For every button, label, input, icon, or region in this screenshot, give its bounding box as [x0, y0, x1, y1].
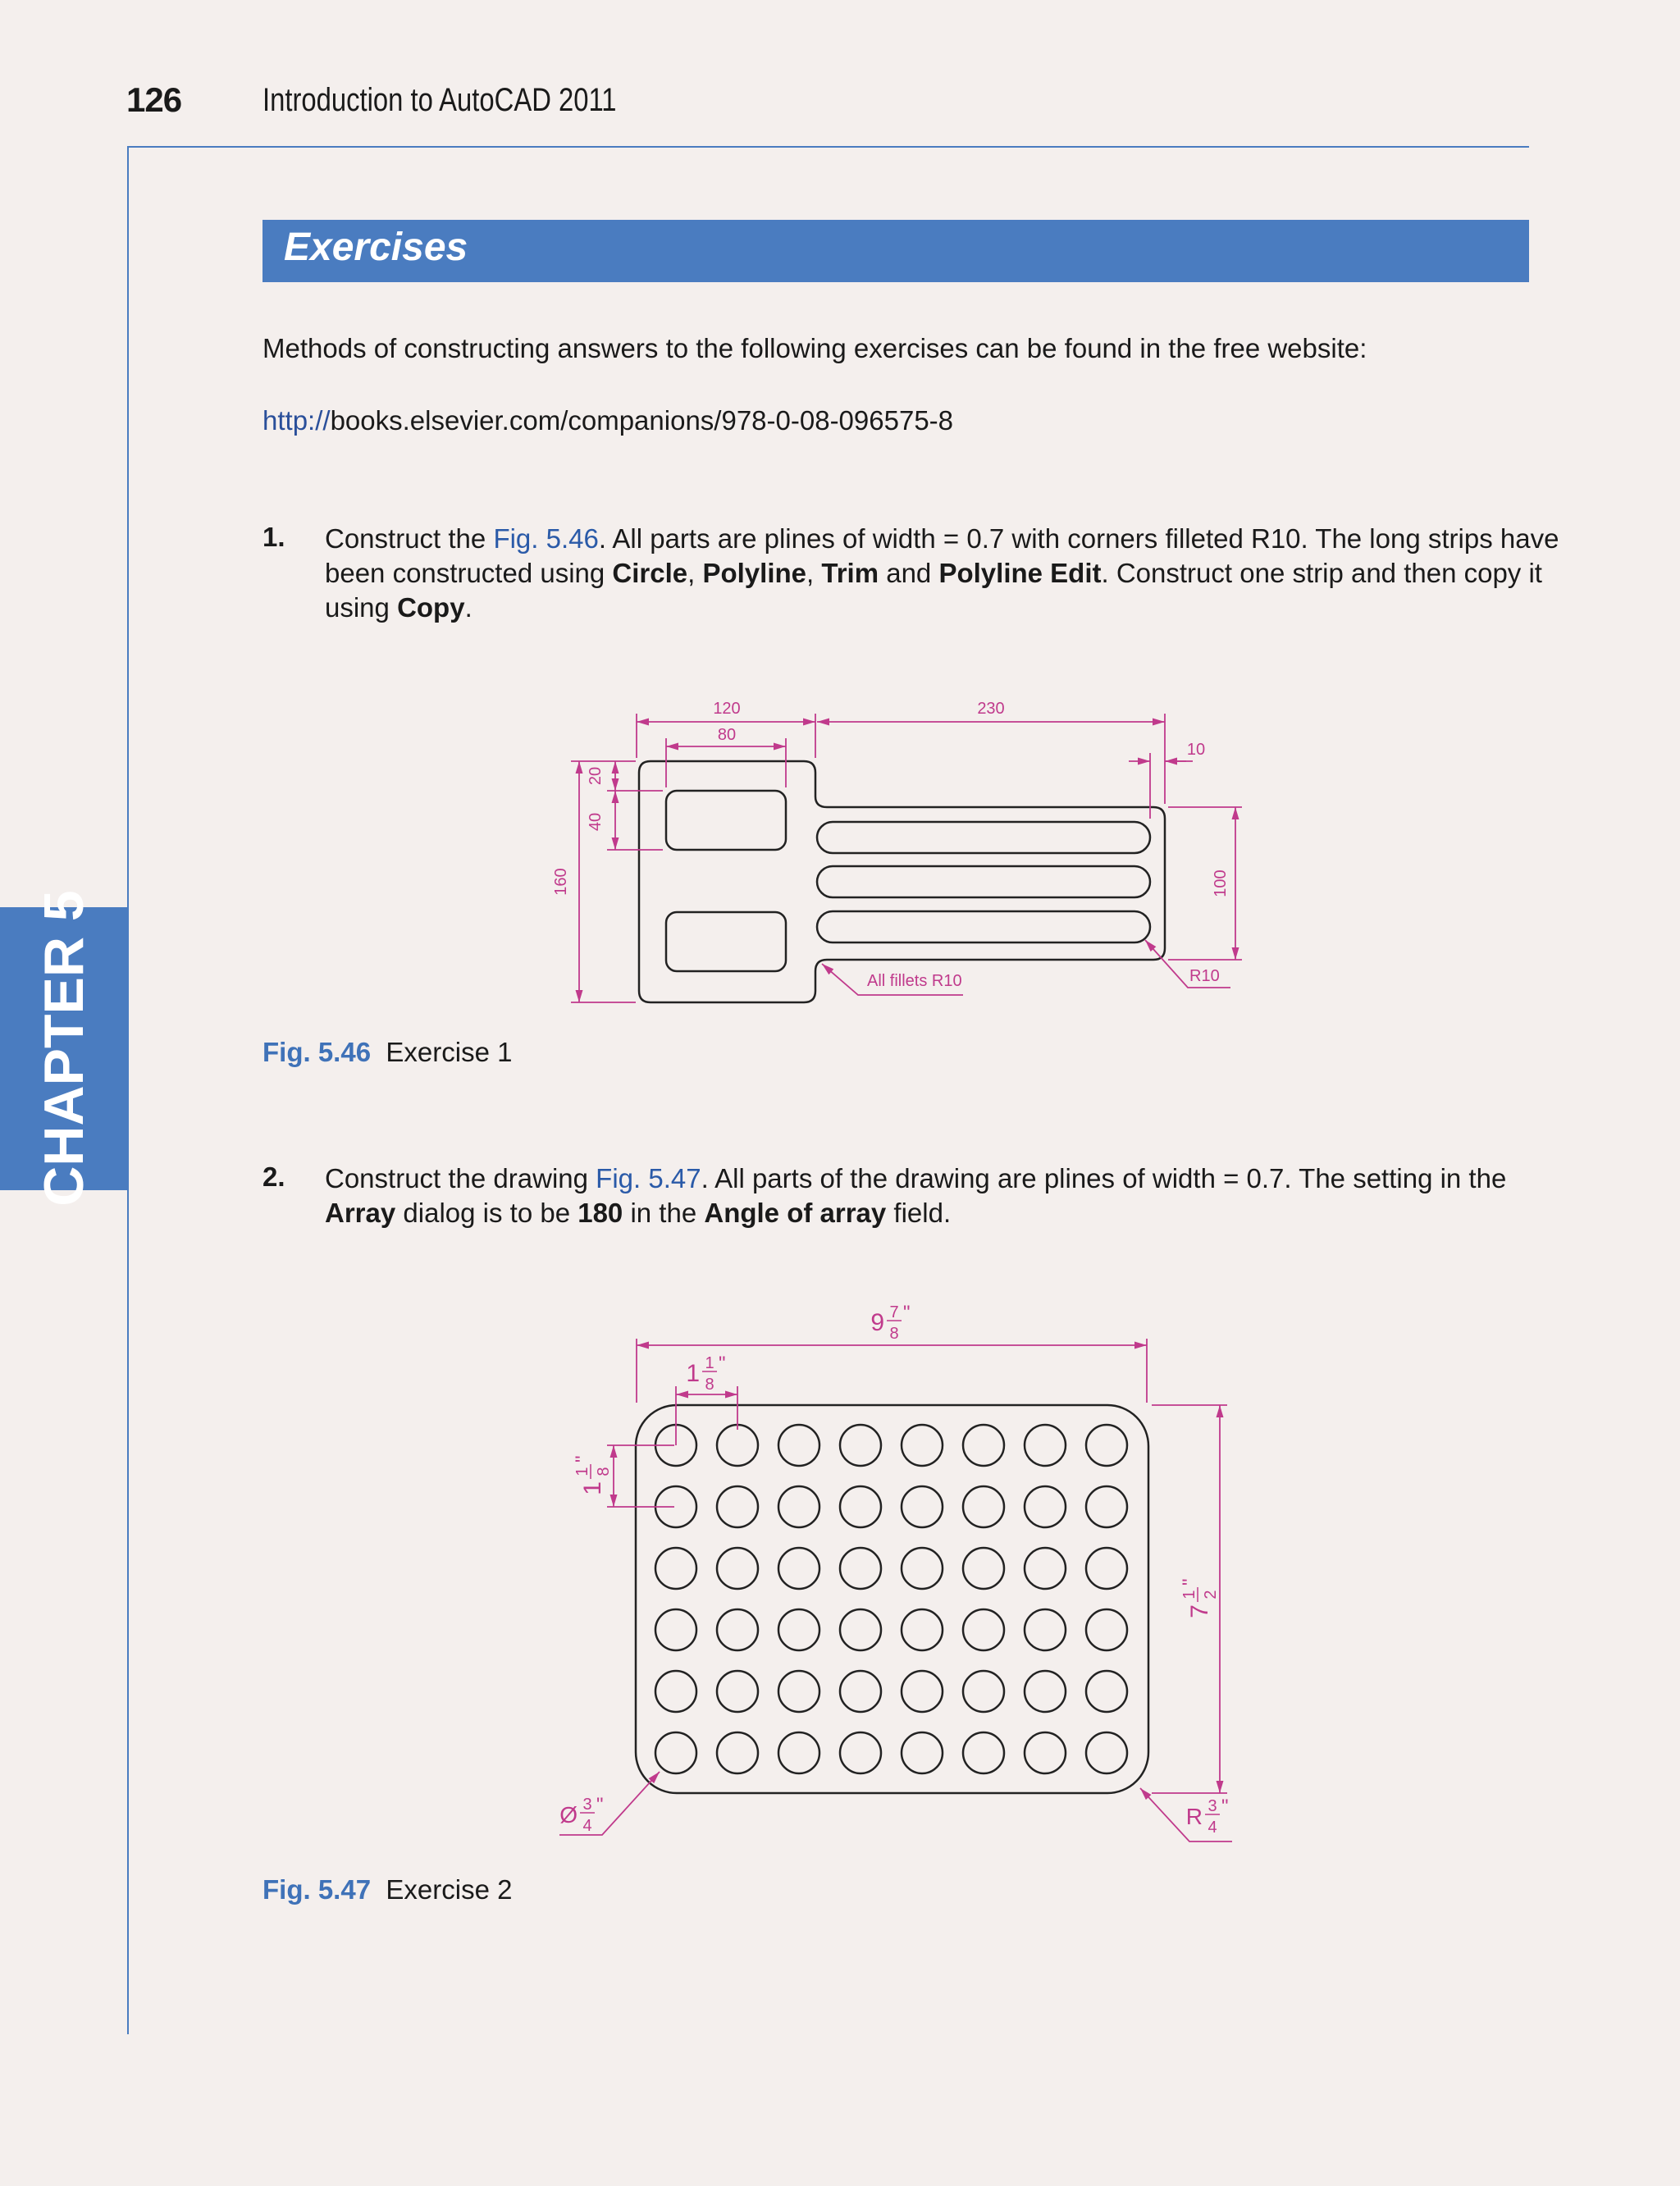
- long-strip-1: [817, 822, 1150, 853]
- dim-width: [870, 1302, 910, 1343]
- svg-text:": ": [1221, 1796, 1229, 1818]
- hole-circle: [902, 1671, 943, 1712]
- svg-text:1: 1: [579, 1481, 606, 1495]
- svg-text:1: 1: [573, 1467, 591, 1476]
- dim-20: 20: [587, 766, 605, 786]
- svg-text:R: R: [1185, 1804, 1203, 1829]
- page-number: 126: [126, 80, 182, 119]
- caption-figure-ref: Fig. 5.46: [262, 1037, 372, 1067]
- svg-text:3: 3: [582, 1796, 592, 1814]
- hole-circle: [778, 1425, 819, 1466]
- hole-circle: [717, 1671, 758, 1712]
- section-title: Exercises: [284, 226, 468, 269]
- svg-text:2: 2: [1202, 1590, 1220, 1600]
- hole-circle: [717, 1425, 758, 1466]
- fillet-note: All fillets R10: [867, 972, 962, 990]
- companion-url[interactable]: [262, 404, 953, 438]
- svg-text:9: 9: [870, 1309, 884, 1336]
- hole-circle: [1086, 1671, 1127, 1712]
- hole-circle: [1025, 1732, 1066, 1773]
- radius-note: R10: [1189, 967, 1220, 985]
- hole-circle: [1025, 1609, 1066, 1650]
- exercise-2-number: 2.: [262, 1161, 285, 1192]
- hole-circle: [717, 1486, 758, 1527]
- hole-circle: [840, 1425, 881, 1466]
- hole-circle: [1025, 1425, 1066, 1466]
- running-header-title: Introduction to AutoCAD 2011: [262, 82, 617, 118]
- hole-circle: [778, 1609, 819, 1650]
- exercise-1-text: Construct the Fig. 5.46. All parts are plines of width = 0.7 with corners filleted R10. The long strips have been constructed using Circle, Polyline, Trim and Polyline Edit. Construct one strip and then copy it using Copy.: [325, 523, 1559, 623]
- hole-circle: [1025, 1486, 1066, 1527]
- hole-circle: [963, 1486, 1004, 1527]
- hole-circle: [963, 1609, 1004, 1650]
- figure-5-46-drawing: [525, 689, 1263, 1017]
- svg-text:7: 7: [1186, 1604, 1213, 1618]
- plate-outline: [636, 1405, 1148, 1793]
- svg-text:4: 4: [1208, 1819, 1217, 1837]
- figure-5-47-drawing: [525, 1288, 1263, 1862]
- svg-text:8: 8: [705, 1376, 714, 1394]
- caption-figure-ref: Fig. 5.47: [262, 1874, 372, 1905]
- hole-circle: [1025, 1671, 1066, 1712]
- hole-circle: [717, 1548, 758, 1589]
- chapter-side-tab: [0, 890, 127, 1207]
- svg-text:7: 7: [889, 1303, 899, 1321]
- hole-circle: [717, 1732, 758, 1773]
- svg-text:8: 8: [889, 1325, 899, 1343]
- hole-circle: [840, 1548, 881, 1589]
- dim-120: 120: [713, 700, 741, 718]
- caption-text: Exercise 2: [386, 1874, 513, 1905]
- svg-text:1: 1: [686, 1360, 700, 1387]
- hole-circle: [902, 1486, 943, 1527]
- hole-circle: [963, 1671, 1004, 1712]
- dim-radius: [1186, 1796, 1229, 1837]
- hole-circle: [1025, 1548, 1066, 1589]
- exercise-1-figure-link[interactable]: Fig. 5.46: [493, 523, 599, 554]
- dim-230: 230: [977, 700, 1005, 718]
- hole-circle: [655, 1548, 696, 1589]
- hole-circle: [902, 1425, 943, 1466]
- dim-pitch: [686, 1353, 725, 1394]
- caption-text: Exercise 1: [386, 1037, 513, 1067]
- hole-circle: [1086, 1425, 1127, 1466]
- svg-text:": ": [1179, 1578, 1201, 1586]
- svg-text:": ": [572, 1455, 594, 1463]
- dim-10: 10: [1186, 741, 1206, 759]
- hole-circle: [963, 1425, 1004, 1466]
- hole-circle: [1086, 1548, 1127, 1589]
- hole-circle: [717, 1609, 758, 1650]
- hole-grid: [655, 1425, 1127, 1773]
- hole-circle: [1086, 1609, 1127, 1650]
- hole-circle: [840, 1671, 881, 1712]
- hole-circle: [902, 1732, 943, 1773]
- long-strip-3: [817, 911, 1150, 942]
- hole-circle: [655, 1732, 696, 1773]
- hole-circle: [840, 1732, 881, 1773]
- hole-circle: [1086, 1486, 1127, 1527]
- intro-paragraph: Methods of constructing answers to the following exercises can be found in the free website:: [262, 333, 1367, 363]
- hole-circle: [963, 1732, 1004, 1773]
- plate-outline: [639, 761, 1165, 1002]
- svg-text:": ": [719, 1353, 726, 1375]
- hole-circle: [655, 1609, 696, 1650]
- svg-text:1: 1: [1180, 1590, 1198, 1600]
- exercise-2-text: Construct the drawing Fig. 5.47. All parts of the drawing are plines of width = 0.7. The setting in the Array dialog is to be 180 in the Angle of array field.: [325, 1163, 1507, 1228]
- dim-pitch-vertical: [572, 1455, 613, 1495]
- svg-text:4: 4: [582, 1817, 592, 1835]
- dim-height: [1179, 1578, 1220, 1618]
- chapter-tab-label: CHAPTER 5: [33, 890, 95, 1207]
- lower-slot: [666, 912, 786, 971]
- svg-text:3: 3: [1208, 1797, 1217, 1815]
- long-strip-2: [817, 866, 1150, 897]
- figure-5-47-caption: [262, 1874, 512, 1905]
- hole-circle: [963, 1548, 1004, 1589]
- hole-circle: [902, 1609, 943, 1650]
- svg-text:": ": [596, 1794, 604, 1816]
- hole-circle: [778, 1732, 819, 1773]
- url-prefix[interactable]: http://: [262, 405, 331, 436]
- hole-circle: [778, 1671, 819, 1712]
- dim-80: 80: [717, 726, 737, 744]
- exercise-2-figure-link[interactable]: Fig. 5.47: [596, 1163, 701, 1193]
- dim-160: 160: [552, 868, 570, 896]
- header-rule: [127, 146, 1529, 148]
- svg-text:8: 8: [595, 1467, 613, 1476]
- hole-circle: [902, 1548, 943, 1589]
- hole-circle: [840, 1609, 881, 1650]
- hole-circle: [840, 1486, 881, 1527]
- upper-slot: [666, 791, 786, 850]
- margin-rule: [127, 146, 129, 2034]
- svg-text:1: 1: [705, 1354, 714, 1372]
- svg-text:": ": [903, 1302, 911, 1324]
- dim-100: 100: [1212, 869, 1230, 897]
- dim-40: 40: [587, 812, 605, 832]
- svg-text:Ø: Ø: [559, 1802, 578, 1828]
- url-path[interactable]: books.elsevier.com/companions/978-0-08-096575-8: [330, 405, 954, 436]
- exercise-1-number: 1.: [262, 522, 285, 552]
- hole-circle: [1086, 1732, 1127, 1773]
- hole-circle: [778, 1548, 819, 1589]
- hole-circle: [655, 1671, 696, 1712]
- figure-5-46-caption: [262, 1037, 512, 1068]
- hole-circle: [778, 1486, 819, 1527]
- dim-diameter: [559, 1794, 603, 1835]
